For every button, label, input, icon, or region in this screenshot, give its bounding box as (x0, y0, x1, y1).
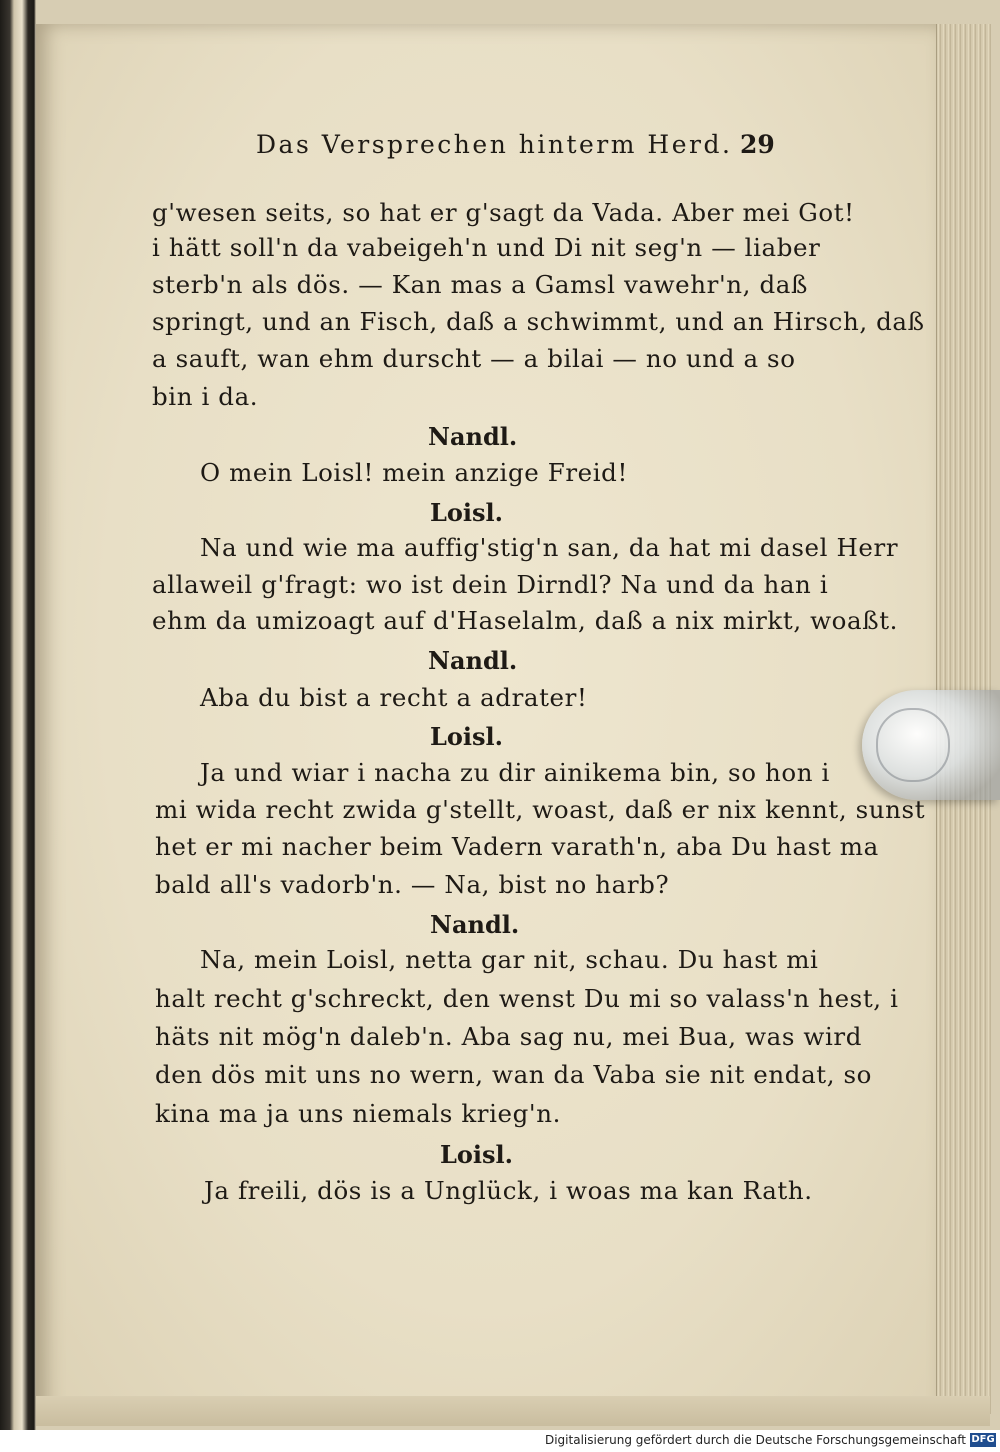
funding-credit: Digitalisierung gefördert durch die Deutsche Forschungsgemeinschaft (544, 1433, 966, 1447)
clip-ring (876, 708, 950, 782)
text-line: Na, mein Loisl, netta gar nit, schau. Du hast mi (200, 945, 819, 974)
text-line: allaweil g'fragt: wo ist dein Dirndl? Na und da han i (152, 570, 829, 599)
text-line: i hätt soll'n da vabeigeh'n und Di nit seg'n — liaber (152, 233, 821, 262)
footer-bar (0, 1430, 1000, 1452)
text-line: g'wesen seits, so hat er g'sagt da Vada. Aber mei Got! (152, 198, 855, 227)
text-line: den dös mit uns no wern, wan da Vaba sie nit endat, so (155, 1060, 873, 1089)
speaker-name: Nandl. (428, 422, 518, 451)
text-line: het er mi nacher beim Vadern varath'n, aba Du hast ma (155, 832, 879, 861)
running-title: Das Versprechen hinterm Herd. (256, 130, 733, 159)
speaker-name: Loisl. (430, 498, 503, 527)
text-line: häts nit mög'n daleb'n. Aba sag nu, mei Bua, was wird (155, 1022, 863, 1051)
text-line: ehm da umizoagt auf d'Haselalm, daß a nix mirkt, woaßt. (152, 606, 899, 635)
text-line: Na und wie ma auffig'stig'n san, da hat mi dasel Herr (200, 533, 899, 562)
text-line: Ja freili, dös is a Unglück, i woas ma kan Rath. (204, 1176, 813, 1205)
page-bottom-edge (36, 1396, 990, 1426)
text-line: O mein Loisl! mein anzige Freid! (200, 458, 628, 487)
text-line: Ja und wiar i nacha zu dir ainikema bin, so hon i (200, 758, 830, 787)
text-line: halt recht g'schreckt, den wenst Du mi so valass'n hest, i (155, 984, 899, 1013)
text-line: a sauft, wan ehm durscht — a bilai — no und a so (152, 344, 796, 373)
text-line: kina ma ja uns niemals krieg'n. (155, 1099, 562, 1128)
speaker-name: Nandl. (430, 910, 520, 939)
text-line: springt, und an Fisch, daß a schwimmt, und an Hirsch, daß (152, 307, 925, 336)
text-line: bin i da. (152, 382, 259, 411)
speaker-name: Loisl. (440, 1140, 513, 1169)
text-line: Aba du bist a recht a adrater! (200, 683, 588, 712)
speaker-name: Nandl. (428, 646, 518, 675)
dfg-logo: DFG (971, 1434, 995, 1445)
speaker-name: Loisl. (430, 722, 503, 751)
text-line: bald all's vadorb'n. — Na, bist no harb? (155, 870, 670, 899)
page-clip (862, 690, 1000, 800)
text-line: mi wida recht zwida g'stellt, woast, daß er nix kennt, sunst (155, 795, 926, 824)
page-number: 29 (740, 130, 775, 159)
text-line: sterb'n als dös. — Kan mas a Gamsl vawehr'n, daß (152, 270, 808, 299)
